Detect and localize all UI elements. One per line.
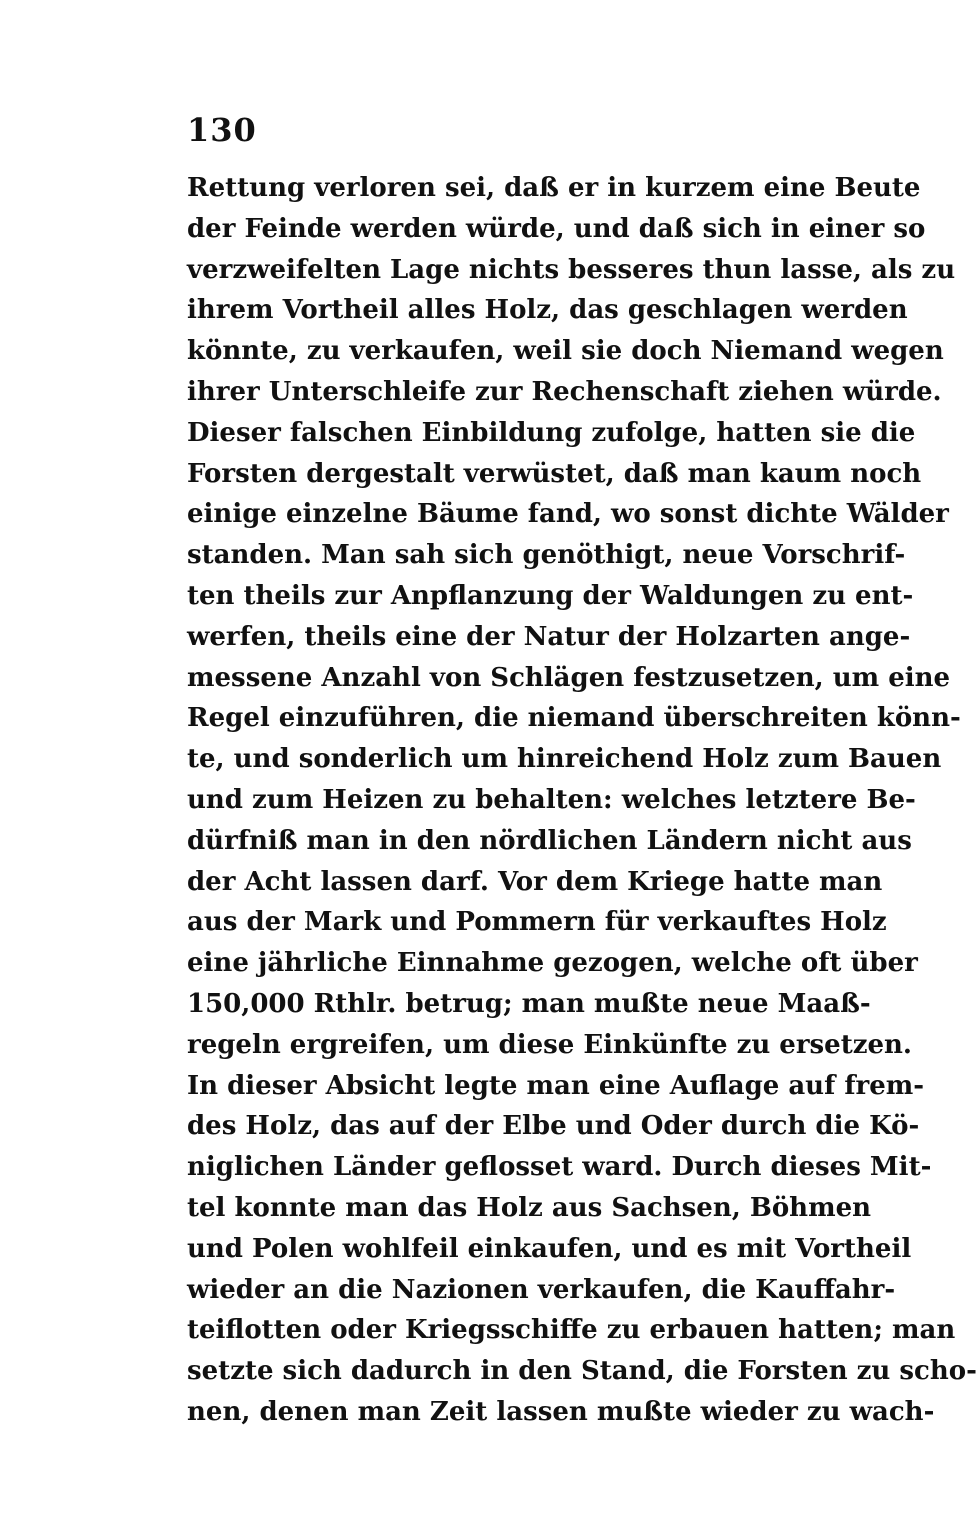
text-line: Forsten dergestalt verwüstet, daß man kaum noch (187, 458, 922, 489)
text-line: standen. Man sah sich genöthigt, neue Vorschrif- (187, 540, 906, 571)
text-line: tel konnte man das Holz aus Sachsen, Böhmen (187, 1192, 872, 1223)
text-line: einige einzelne Bäume fand, wo sonst dichte Wälder (187, 499, 949, 530)
text-line: der Acht lassen darf. Vor dem Kriege hatte man (187, 866, 883, 897)
text-line: werfen, theils eine der Natur der Holzarten ange- (187, 621, 911, 652)
text-line: und Polen wohlfeil einkaufen, und es mit Vortheil (187, 1233, 912, 1264)
text-line: eine jährliche Einnahme gezogen, welche oft über (187, 948, 918, 979)
text-line: teiflotten oder Kriegsschiffe zu erbauen hatten; man (187, 1315, 956, 1346)
text-line: könnte, zu verkaufen, weil sie doch Niemand wegen (187, 336, 944, 367)
text-line: aus der Mark und Pommern für verkauftes Holz (187, 907, 887, 938)
text-line: verzweifelten Lage nichts besseres thun lasse, als zu (187, 254, 956, 285)
text-line: messene Anzahl von Schlägen festzusetzen, um eine (187, 662, 951, 693)
text-line: niglichen Länder geflosset ward. Durch dieses Mit- (187, 1152, 932, 1183)
text-line: setzte sich dadurch in den Stand, die Forsten zu scho- (187, 1356, 977, 1387)
page-number: 130 (187, 111, 257, 149)
text-line: des Holz, das auf der Elbe und Oder durch die Kö- (187, 1111, 920, 1142)
text-line: der Feinde werden würde, und daß sich in einer so (187, 213, 926, 244)
text-line: ihrem Vortheil alles Holz, das geschlagen werden (187, 295, 908, 326)
text-line: Regel einzuführen, die niemand überschreiten könn- (187, 703, 961, 734)
text-line: ten theils zur Anpflanzung der Waldungen zu ent- (187, 580, 914, 611)
text-line: In dieser Absicht legte man eine Auflage auf frem- (187, 1070, 925, 1101)
text-line: und zum Heizen zu behalten: welches letztere Be- (187, 784, 916, 815)
text-line: te, und sonderlich um hinreichend Holz zum Bauen (187, 744, 942, 775)
text-line: nen, denen man Zeit lassen mußte wieder zu wach- (187, 1396, 935, 1427)
text-line: wieder an die Nazionen verkaufen, die Kauffahr- (187, 1274, 896, 1305)
text-line: Dieser falschen Einbildung zufolge, hatten sie die (187, 417, 916, 448)
text-line: 150,000 Rthlr. betrug; man mußte neue Maaß- (187, 988, 871, 1019)
text-line: dürfniß man in den nördlichen Ländern nicht aus (187, 825, 912, 856)
text-line: regeln ergreifen, um diese Einkünfte zu ersetzen. (187, 1029, 912, 1060)
text-line: Rettung verloren sei, daß er in kurzem eine Beute (187, 173, 921, 203)
body-text (187, 168, 977, 1433)
text-line: ihrer Unterschleife zur Rechenschaft ziehen würde. (187, 376, 942, 407)
